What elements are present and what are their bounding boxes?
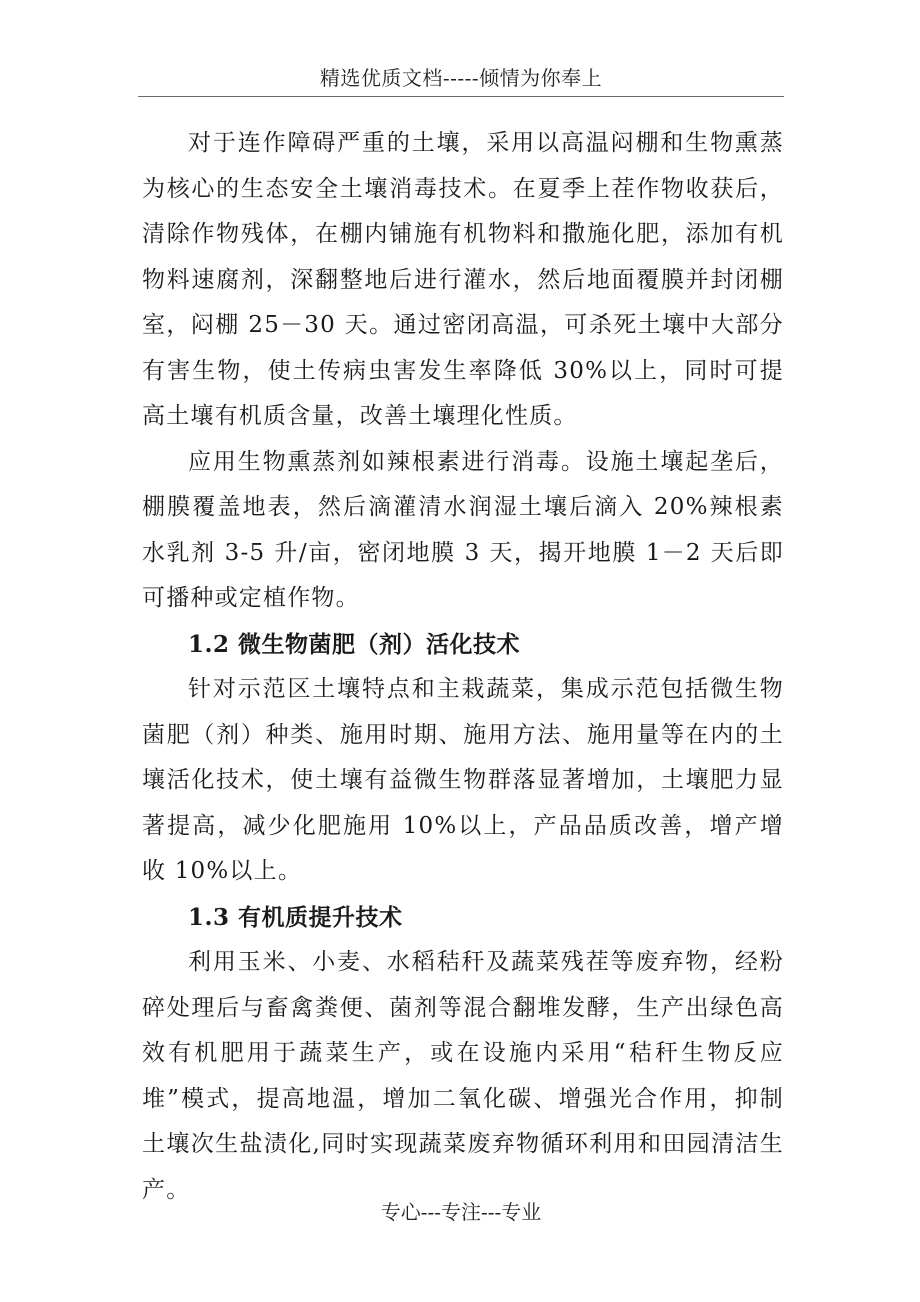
section-heading-1-3: 1.3 有机质提升技术 [188,903,403,931]
section-heading-1-2: 1.2 微生物菌肥（剂）活化技术 [188,630,521,658]
document-body [142,121,784,1213]
paragraph-bio-fumigation: 应用生物熏蒸剂如辣根素进行消毒。设施土壤起垄后，棚膜覆盖地表，然后滴灌清水润湿土壤后滴入 20%辣根素水乳剂 3-5 升/亩，密闭地膜 3 天，揭开地膜 1－2 天后即可播种或定植作物。 [142,448,784,611]
page-header: 精选优质文档-----倾情为你奉上 [319,66,603,90]
header-divider [138,96,784,97]
paragraph-high-temp-disinfection: 对于连作障碍严重的土壤，采用以高温闷棚和生物熏蒸为核心的生态安全土壤消毒技术。在夏季上茬作物收获后，清除作物残体，在棚内铺施有机物料和撒施化肥，添加有机物料速腐剂，深翻整地后进行灌水，然后地面覆膜并封闭棚室，闷棚 25－30 天。通过密闭高温，可杀死土壤中大部分有害生物，使土传病虫害发生率降低 30%以上，同时可提高土壤有机质含量，改善土壤理化性质。 [142,130,784,429]
paragraph-organic-matter: 利用玉米、小麦、水稻秸秆及蔬菜残茬等废弃物，经粉碎处理后与畜禽粪便、菌剂等混合翻堆发酵，生产出绿色高效有机肥用于蔬菜生产，或在设施内采用“秸秆生物反应堆”模式，提高地温，增加二氧化碳、增强光合作用，抑制土壤次生盐渍化,同时实现蔬菜废弃物循环利用和田园清洁生产。 [142,949,784,1203]
page-footer: 专心---专注---专业 [380,1200,542,1224]
paragraph-microbial-fertilizer: 针对示范区土壤特点和主栽蔬菜，集成示范包括微生物菌肥（剂）种类、施用时期、施用方法、施用量等在内的土壤活化技术，使土壤有益微生物群落显著增加，土壤肥力显著提高，减少化肥施用 10%以上，产品品质改善，增产增收 10%以上。 [142,676,784,884]
